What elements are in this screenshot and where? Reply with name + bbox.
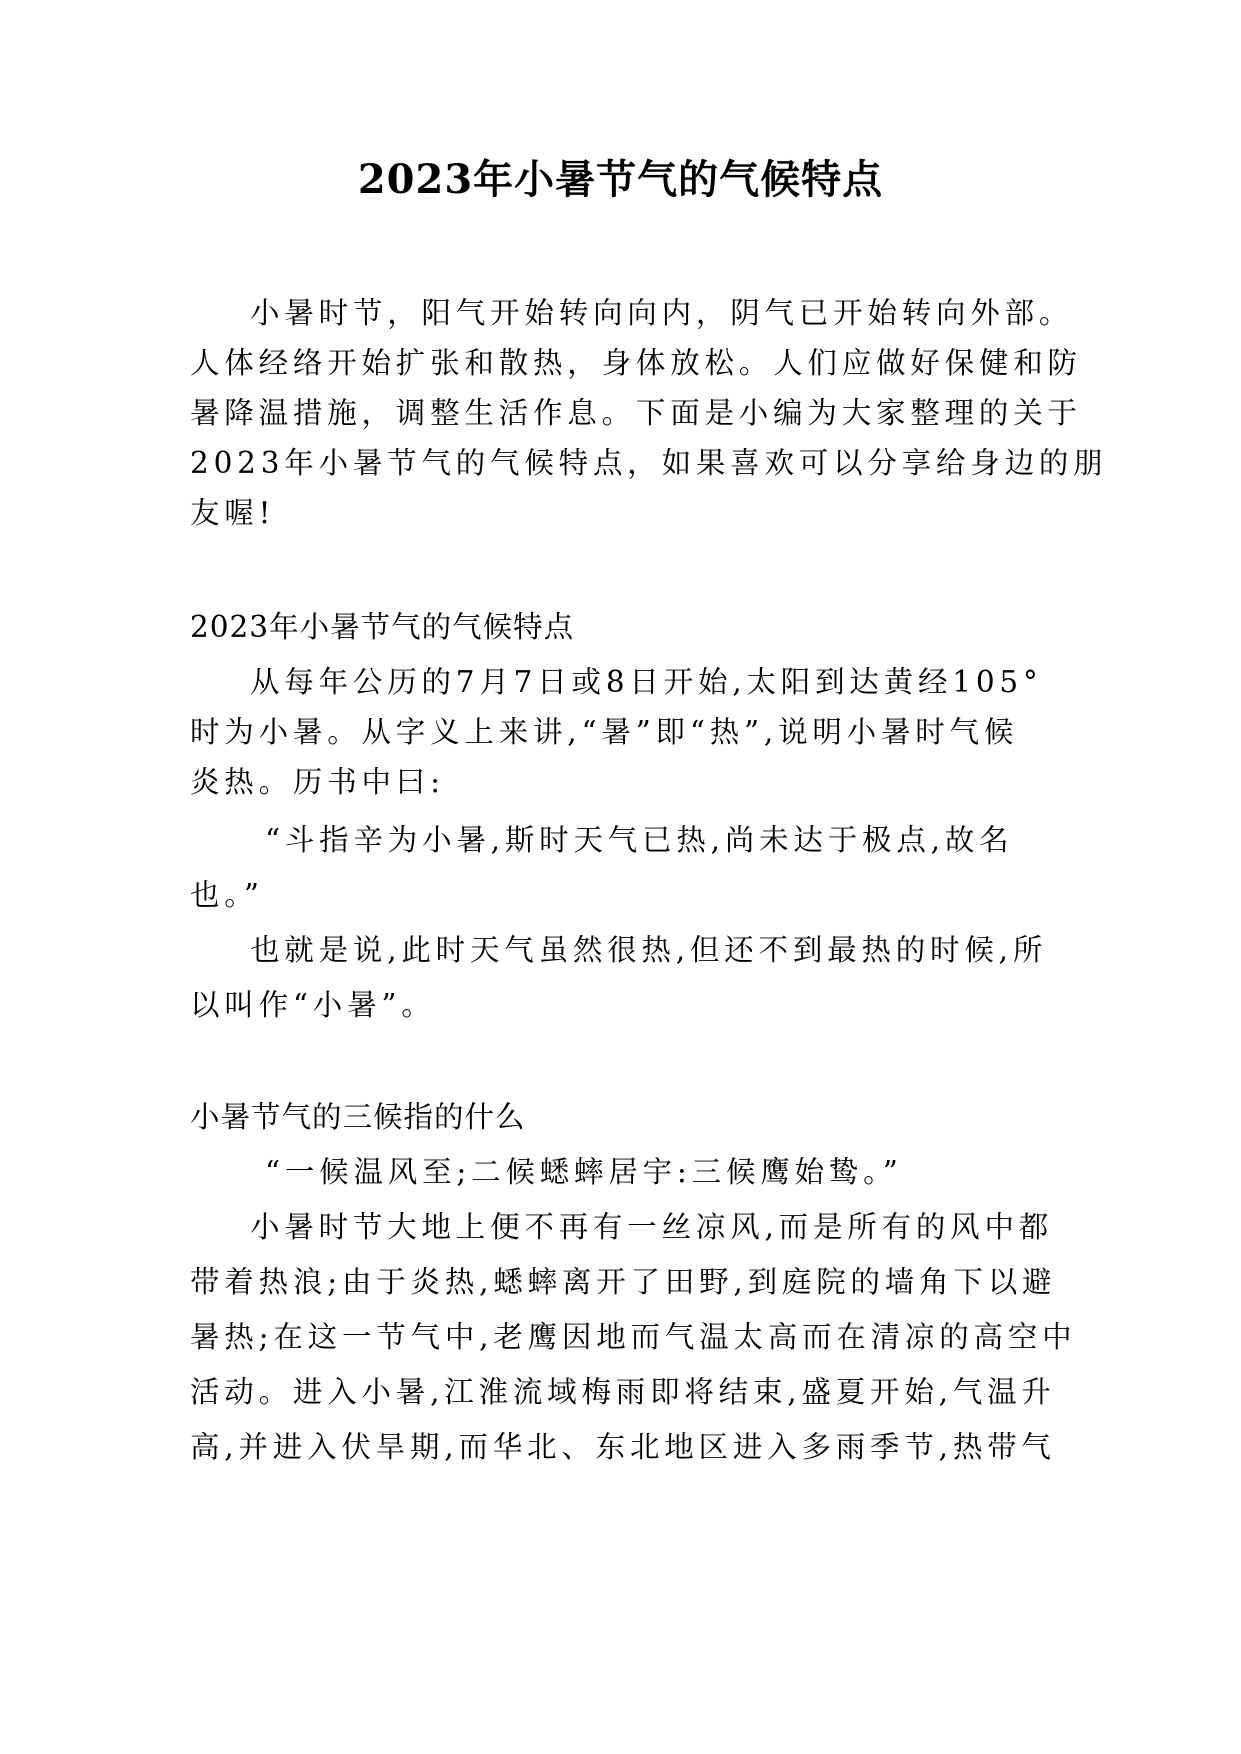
document-title: 2023年小暑节气的气候特点 [357, 156, 884, 203]
section-1-line-1: 从每年公历的7月7日或8日开始,太阳到达黄经105° [250, 665, 1043, 699]
section-1-heading: 2023年小暑节气的气候特点 [190, 610, 575, 644]
section-2-quote-line: “一候温风至;二候蟋蟀居宇:三候鹰始鸷。” [265, 1155, 903, 1189]
section-2-line-6: 高,并进入伏旱期,而华北、东北地区进入多雨季节,热带气 [190, 1430, 1056, 1464]
intro-line-5: 友喔! [190, 496, 276, 530]
section-1-quote-line-2: 也。” [190, 878, 264, 912]
intro-line-2: 人体经络开始扩张和散热，身体放松。人们应做好保健和防 [190, 346, 1082, 380]
intro-line-4: 2023年小暑节气的气候特点，如果喜欢可以分享给身边的朋 [190, 446, 1108, 480]
section-2-line-5: 活动。进入小暑,江淮流域梅雨即将结束,盛夏开始,气温升 [190, 1375, 1056, 1409]
section-2-heading: 小暑节气的三候指的什么 [190, 1100, 526, 1134]
section-1-quote-line-1: “斗指辛为小暑,斯时天气已热,尚未达于极点,故名 [265, 823, 1014, 857]
section-2-line-2: 小暑时节大地上便不再有一丝凉风,而是所有的风中都 [250, 1210, 1054, 1244]
section-1-line-6: 也就是说,此时天气虽然很热,但还不到最热的时候,所 [250, 933, 1048, 967]
section-2-line-4: 暑热;在这一节气中,老鹰因地而气温太高而在清凉的高空中 [190, 1320, 1077, 1354]
section-1-line-7: 以叫作“小暑”。 [190, 988, 436, 1022]
intro-line-3: 暑降温措施，调整生活作息。下面是小编为大家整理的关于 [190, 396, 1082, 430]
intro-line-1: 小暑时节，阳气开始转向向内，阴气已开始转向外部。 [250, 296, 1074, 330]
section-1-line-2: 时为小暑。从字义上来讲,“暑”即“热”,说明小暑时气候 [190, 715, 1019, 749]
section-2-line-3: 带着热浪;由于炎热,蟋蟀离开了田野,到庭院的墙角下以避 [190, 1265, 1057, 1299]
section-1-line-3: 炎热。历书中曰: [190, 765, 445, 799]
